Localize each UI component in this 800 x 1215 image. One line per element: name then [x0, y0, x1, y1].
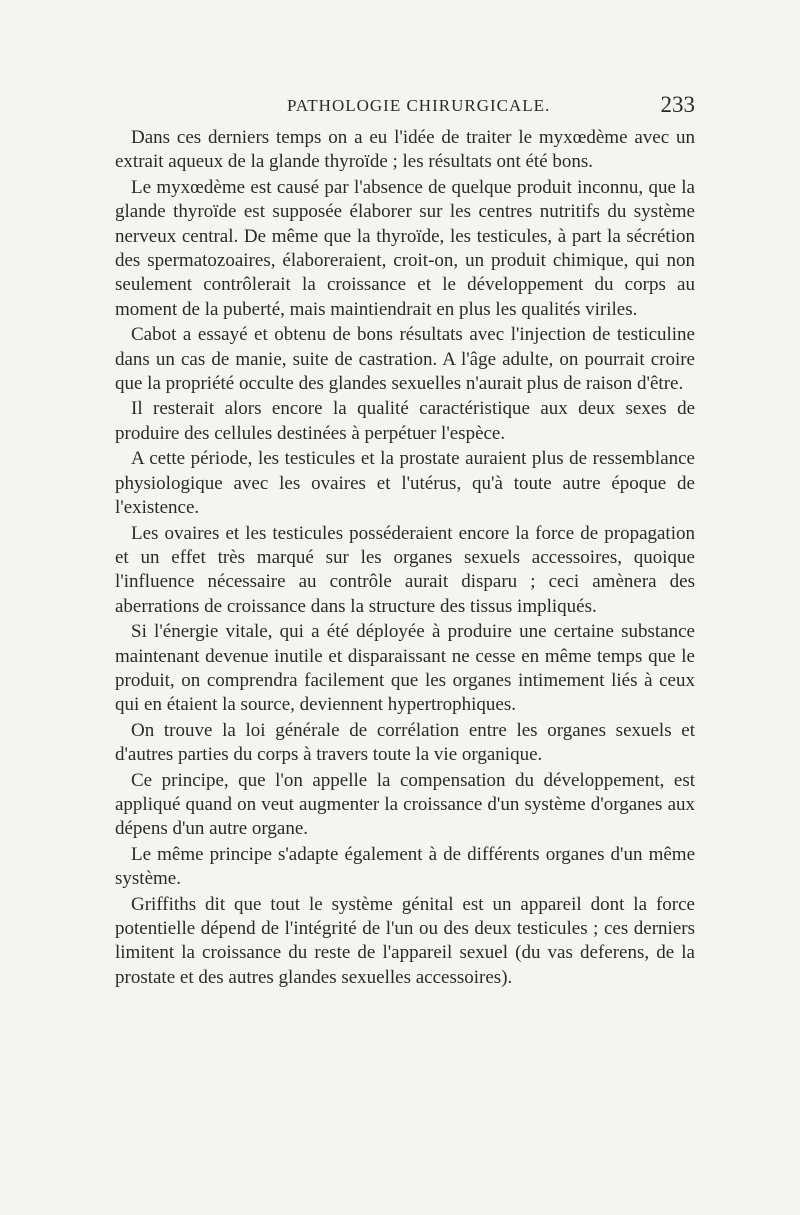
paragraph: Dans ces derniers temps on a eu l'idée de traiter le myxœdème avec un extrait aqueux de la glande thyroïde ; les résultats ont été bons. — [115, 127, 695, 173]
paragraph: Cabot a essayé et obtenu de bons résultats avec l'injection de testiculine dans un cas de manie, suite de castration. A l'âge adulte, on pourrait croire que la propriété occulte des glandes sexuelles n'aurait plus de raison d'être. — [115, 324, 695, 395]
paragraph: Griffiths dit que tout le système génital est un appareil dont la force potentielle dépend de l'intégrité de l'un ou des deux testicules ; ces derniers limitent la croissance du reste de l'appareil sexuel (du vas deferens, de la prostate et des autres glandes sexuelles accessoires). — [115, 893, 695, 988]
paragraph: On trouve la loi générale de corrélation entre les organes sexuels et d'autres parties du corps à travers toute la vie organique. — [115, 719, 695, 766]
paragraph: Si l'énergie vitale, qui a été déployée à produire une certaine substance maintenant devenue inutile et disparaissant ne cesse en même temps que le produit, on comprendra facilement que les organes intimement liés à ceux qui en étaient la source, deviennent hypertrophiques. — [115, 621, 695, 716]
paragraph: Il resterait alors encore la qualité caractéristique aux deux sexes de produire des cellules destinées à perpétuer l'espèce. — [115, 398, 695, 444]
paragraph: Les ovaires et les testicules posséderaient encore la force de propagation et un effet très marqué sur les organes sexuels accessoires, quoique l'influence nécessaire au contrôle aurait disparu ; ceci amènera des aberrations de croissance dans la structure des tissus impliqués. — [115, 522, 695, 617]
body-text — [115, 126, 695, 991]
paragraph: Le même principe s'adapte également à de différents organes d'un même système. — [115, 843, 695, 890]
paragraph: A cette période, les testicules et la prostate auraient plus de ressemblance physiologique avec les ovaires et l'utérus, qu'à toute autre époque de l'existence. — [115, 448, 695, 519]
page-number: 233 — [660, 92, 695, 117]
page-header — [115, 92, 695, 122]
running-title: PATHOLOGIE CHIRURGICALE. — [287, 96, 551, 115]
paragraph: Ce principe, que l'on appelle la compensation du développement, est appliqué quand on veut augmenter la croissance d'un système d'organes aux dépens d'un autre organe. — [115, 769, 695, 840]
paragraph: Le myxœdème est causé par l'absence de quelque produit inconnu, que la glande thyroïde est supposée élaborer sur les centres nutritifs du système nerveux central. De même que la thyroïde, les testicules, à part la sécrétion des spermatozoaires, élaboreraient, croit-on, un produit chimique, qui non seulement contrôlerait la croissance et le développement du corps au moment de la puberté, mais maintiendrait en plus les qualités viriles. — [115, 176, 695, 320]
